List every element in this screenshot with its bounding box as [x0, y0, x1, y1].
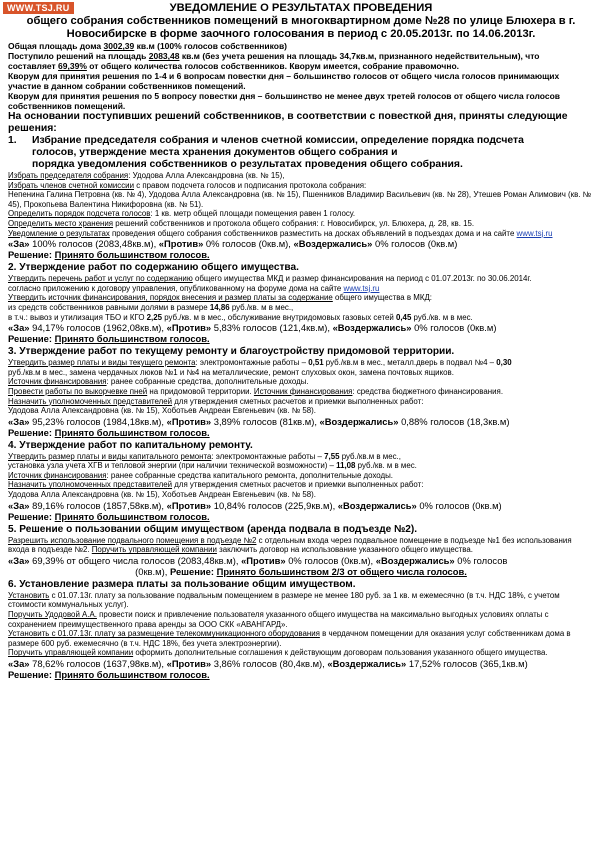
s2-decision: Решение: Принято большинством голосов. [8, 333, 210, 345]
s2-line-5: в т.ч.: вывоз и утилизация ТБО и КГО 2,25 руб./кв. м в мес., обслуживание внутридомовых газовых сетей 0,45 руб./кв. м в мес. [8, 312, 473, 322]
s4-line-1: Утвердить размер платы и виды капитального ремонта: электромонтажные работы – 7,55 руб./кв.м в мес., [8, 451, 401, 461]
s1-chair: Избрать председателя собрания: Удодова Алла Александровна (кв. № 15), [8, 171, 285, 180]
title-line-3: Новосибирске в форме заочного голосования в период с 20.05.2013г. по 14.06.2013г. [66, 28, 536, 40]
total-area: Общая площадь дома 3002,39 кв.м (100% голосов собственников) [8, 41, 288, 51]
s5-line-1: Разрешить использование подвального помещения в подъезде №2 с отдельным входа через подвальное помещение в подъезде №1 без использования входа в подъезде №2. Поручить управляющей компании заключить договор на использование указанного общего имущества. [8, 535, 572, 555]
s3-line-4: Провести работы по выкорчевке пней на придомовой территории. Источник финансирования: средства бюджетного финансирования. [8, 386, 504, 396]
s1-place: Определить место хранения решений собственников и протокола общего собрания: г. Новосибирск, ул. Блюхера, д. 28, кв. 15. [8, 218, 475, 228]
section-6-heading: 6. Установление размера платы за пользование общим имуществом. [8, 578, 356, 590]
s3-vote: «За» 95,23% голосов (1984,18кв.м), «Против» 3,89% голосов (81кв.м), «Воздержались» 0,88% голосов (18,3кв.м) [8, 415, 510, 427]
basis-statement: На основании поступивших решений собственников, в соответствии с повесткой дня, приняты следующие решения: [8, 111, 568, 134]
section-1-heading: 1. Избрание председателя собрания и членов счетной комиссии, определение порядка подсчета голосов, утверждение места хранения документов общего собрания и порядка уведомления собственников о результатах проведения общего собрания. [8, 135, 524, 170]
s2-vote: «За» 94,17% голосов (1962,08кв.м), «Против» 5,83% голосов (121,4кв.м), «Воздержались» 0% голосов (0кв.м) [8, 322, 497, 334]
s3-decision: Решение: Принято большинством голосов. [8, 426, 210, 438]
watermark-logo: WWW.TSJ.RU [3, 2, 74, 14]
s1-decision: Решение: Принято большинством голосов. [8, 249, 210, 261]
s4-line-5: Удодова Алла Александровна (кв. № 15), Хоботьев Андреан Евгеньевич (кв. № 58). [8, 490, 316, 500]
s3-line-3: Источник финансирования: ранее собранные средства, дополнительные доходы. [8, 377, 309, 387]
s3-line-1: Утвердить размер платы и виды текущего ремонта: электромонтажные работы – 0,51 руб./кв.м в мес., металл.дверь в подвал №4 – 0,30 [8, 358, 512, 368]
s4-line-4: Назначить уполномоченных представителей для утверждения сметных расчетов и приемки выполненных работ: [8, 480, 424, 490]
s1-order: Определить порядок подсчета голосов: 1 кв. метр общей площади помещения равен 1 голосу. [8, 209, 356, 219]
s2-line-3: Утвердить источник финансирования, порядок внесения и размер платы за содержание общего имущества в МКД: [8, 293, 432, 303]
s6-vote: «За» 78,62% голосов (1637,98кв.м), «Против» 3,86% голосов (80,4кв.м), «Воздержались» 17,52% голосов (365,1кв.м) [8, 658, 528, 669]
s3-line-6: Удодова Алла Александровна (кв. № 15), Хоботьев Андреан Евгеньевич (кв. № 58). [8, 406, 316, 416]
s6-para-3: Установить с 01.07.13г. плату за размещение телекоммуникационного оборудования в чердачном помещении для оказания услуг собственникам дома в размере 600 руб. ежемесячно (в т.ч. НДС 18%, без учета электроэнергии). [8, 629, 571, 648]
s1-members: Непенина Галина Петровна (кв. № 4), Удодова Алла Александровна (кв. № 15), Пшенников Владимир Васильевич (кв. № 28), Утешев Роман Алимович (кв. № 45), Прокопьева Валентина Никифоровна (кв. № 51). [8, 190, 592, 209]
tsj-link[interactable]: www.tsj.ru [516, 228, 553, 238]
s1-notify: Уведомление о результатах проведения общего собрания собственников разместить на досках объявлений в подъездах дома и на сайте www.tsj.ru [8, 228, 553, 238]
section-5-heading: 5. Решение о пользовании общим имуществом (аренда подвала в подъезде №2). [8, 523, 418, 535]
quorum-2: Кворум для принятия решения по 5 вопросу повестки дня – большинство не менее двух третей голосов от общего числа голосов собственников помещений. [8, 91, 560, 111]
s6-para-2: Поручить Удодовой А.А. провести поиск и привлечение пользователя указанного общего имущества на максимально выгодных условиях оплаты с сохранением преимущественного права аренды за ООО СКК «АВАНГАРД». [8, 610, 549, 629]
title-line-2: общего собрания собственников помещений в многоквартирном доме №28 по улице Блюхера в г. [26, 15, 576, 27]
s2-line-4: из средств собственников равными долями в размере 14,86 руб./кв. м в мес., [8, 302, 294, 312]
tsj-link[interactable]: www.tsj.ru [343, 283, 380, 293]
section-3-heading: 3. Утверждение работ по текущему ремонту и благоустройству придомовой территории. [8, 346, 455, 358]
s5-vote: «За» 69,39% от общего числа голосов (2083,48кв.м), «Против» 0% голосов (0кв.м), «Воздержались» 0% голосов (0кв.м), Решение: Принято большинством 2/3 от общего числа голосов. [8, 554, 508, 577]
s6-decision: Решение: Принято большинством голосов. [8, 669, 210, 680]
s2-line-2: согласно приложению к договору управления, опубликованному на форуме дома на сайте www.tsj.ru [8, 283, 380, 293]
s1-vote: «За» 100% голосов (2083,48кв.м), «Против» 0% голосов (0кв.м), «Воздержались» 0% голосов (0кв.м) [8, 238, 458, 250]
section-4-heading: 4. Утверждение работ по капитальному ремонту. [8, 439, 253, 451]
s6-para-4: Поручить управляющей компании оформить дополнительные соглашения к действующим договорам пользования указанного общего имущества. [8, 648, 548, 658]
s4-decision: Решение: Принято большинством голосов. [8, 510, 210, 522]
s2-line-1: Утвердить перечень работ и услуг по содержанию общего имущества МКД и размер финансирования на период с 01.07.2013г. по 30.06.2014г. [8, 274, 532, 284]
s1-commission: Избрать членов счетной комиссии с правом подсчета голосов и подписания протокола собрания: [8, 180, 367, 190]
s3-line-5: Назначить уполномоченных представителей для утверждения сметных расчетов и приемки выполненных работ: [8, 396, 424, 406]
document-title [8, 2, 594, 41]
s4-line-3: Источник финансирования: ранее собранные средства капитального ремонта, дополнительные доходы. [8, 470, 393, 480]
title-line-1: УВЕДОМЛЕНИЕ О РЕЗУЛЬТАТАХ ПРОВЕДЕНИЯ [169, 2, 433, 14]
section-2-heading: 2. Утверждение работ по содержанию общего имущества. [8, 262, 299, 274]
s3-line-2: руб./кв.м в мес., замена чердачных люков №1 и №4 на металлические, ремонт слуховых окон, замена почтовых ящиков. [8, 367, 454, 377]
s4-vote: «За» 89,16% голосов (1857,58кв.м), «Против» 10,84% голосов (225,9кв.м), «Воздержались» 0% голосов (0кв.м) [8, 499, 502, 511]
s4-line-2: установка узла учета ХГВ и тепловой энергии (при наличии технической возможности) – 11,08 руб./кв. м в мес. [8, 461, 417, 471]
s6-para-1: Установить с 01.07.13г. плату за пользование подвальным помещением в размере не менее 180 руб. за 1 кв. м ежемесячно (в т.ч. НДС 18%, с учетом стоимости коммунальных услуг). [8, 590, 560, 610]
received-decisions: Поступило решений на площадь 2083,48 кв.м (без учета решения на площадь 34,7кв.м, признанного недействительным), что составляет 69,39% от общего количества голосов собственников. Кворум имеется, собрание правомочно. [8, 51, 540, 71]
quorum-1: Кворум для принятия решения по 1-4 и 6 вопросам повестки дня – большинство голосов от общего числа голосов принимающих участие в данном собрании собственников помещений. [8, 71, 560, 91]
